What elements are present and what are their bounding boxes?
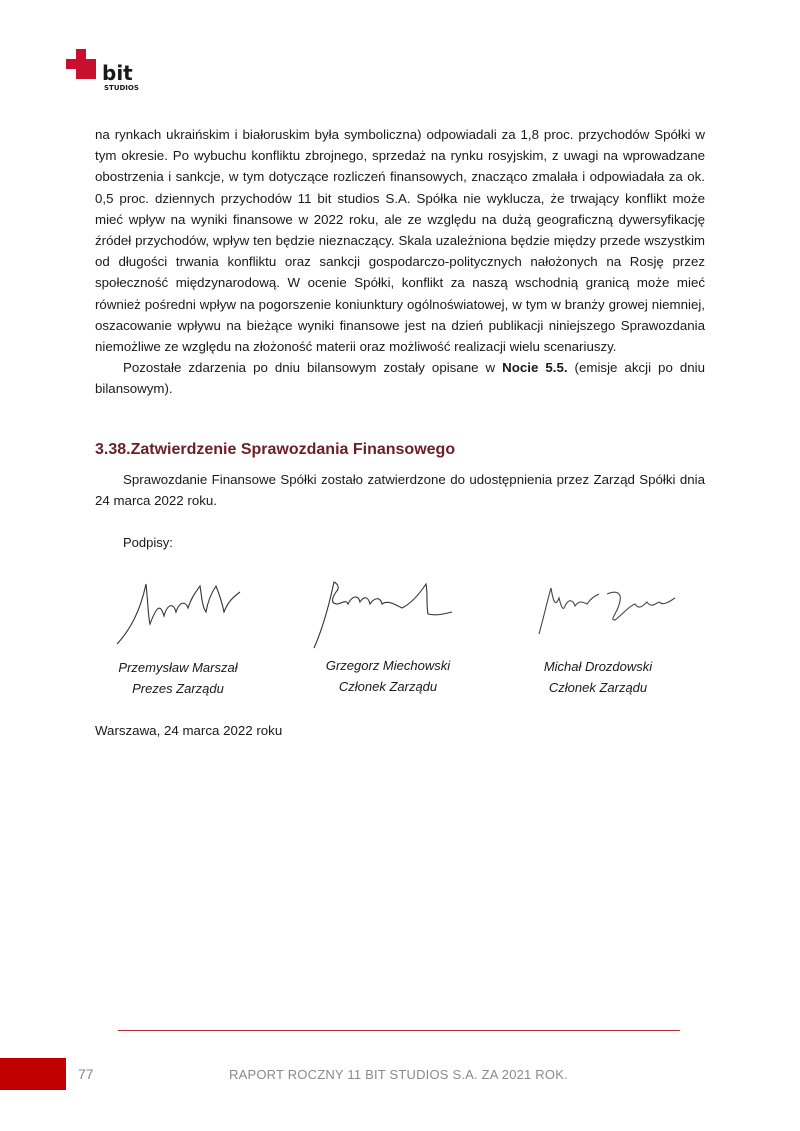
signatory-name: Michał Drozdowski bbox=[543, 659, 653, 674]
paragraph-conflict: na rynkach ukraińskim i białoruskim była symboliczna) odpowiadali za 1,8 proc. przychodów Spółki w tym okresie. Po wybuchu konfliktu zbrojnego, sprzedaż na rynku rosyjskim, z uwagi na wprowadzane obostrzenia i sankcje, w tym dotyczące rozliczeń finansowych, znacząco zmalała i odpowiadała za ok. 0,5 proc. dziennych przychodów 11 bit studios S.A. Spółka nie wyklucza, że trwający konflikt może mieć wpływ na wyniki finansowe w 2022 roku, ale ze względu na dużą geograficzną dywersyfikację źródeł przychodów, wpływ ten będzie nieznaczący. Skala uzależniona będzie między przede wszystkim od długości trwania konfliktu oraz sankcji gospodarczo-politycznych nałożonych na Rosję przez społeczność międzynarodową. W ocenie Spółki, konflikt za naszą wschodnią granicą może mieć również pośredni wpływ na pogorszenie koniunktury ogólnoświatowej, w tym w branży growej niemniej, oszacowanie wpływu na bieżące wyniki finansowe jest na dzień publikacji niniejszego Sprawozdania niemożliwe ze względu na złożoność materii oraz możliwość realizacji wielu scenariuszy. bbox=[95, 127, 705, 355]
section-heading: 3.38.Zatwierdzenie Sprawozdania Finansowego bbox=[95, 441, 456, 458]
signatory-name: Grzegorz Miechowski bbox=[325, 658, 451, 673]
note-reference: Nocie 5.5. bbox=[502, 360, 568, 376]
paragraph-events bbox=[95, 357, 705, 399]
signatures-label: Podpisy: bbox=[123, 535, 173, 550]
signature-marszal bbox=[112, 572, 247, 652]
signatory-name: Przemysław Marszał bbox=[118, 660, 238, 675]
paragraph-events-end: (emisje akcji po dniu bilansowym). bbox=[95, 360, 705, 397]
page-number: 77 bbox=[78, 1066, 94, 1082]
company-logo bbox=[66, 49, 148, 93]
body-text bbox=[95, 124, 705, 400]
signatory-role: Członek Zarządu bbox=[338, 679, 438, 694]
signatory-role: Prezes Zarządu bbox=[132, 681, 224, 696]
logo-subtext: STUDIOS bbox=[104, 84, 139, 92]
footer-report-title: RAPORT ROCZNY 11 BIT STUDIOS S.A. ZA 2021 ROK. bbox=[229, 1067, 568, 1082]
logo-text: bit bbox=[102, 61, 133, 85]
signatory-role: Członek Zarządu bbox=[548, 680, 648, 695]
signature-miechowski bbox=[310, 574, 460, 654]
signatory-2 bbox=[288, 655, 488, 697]
place-and-date: Warszawa, 24 marca 2022 roku bbox=[95, 723, 283, 738]
footer-divider bbox=[118, 1030, 680, 1031]
logo-mark-icon bbox=[66, 49, 148, 93]
signatory-1 bbox=[78, 657, 278, 699]
signature-drozdowski bbox=[533, 580, 683, 640]
approval-text: Sprawozdanie Finansowe Spółki zostało zatwierdzone do udostępnienia przez Zarząd Spółki dnia 24 marca 2022 roku. bbox=[95, 472, 705, 509]
paragraph-events-start: Pozostałe zdarzenia po dniu bilansowym zostały opisane w bbox=[123, 360, 503, 376]
signatory-3 bbox=[498, 656, 698, 698]
footer-accent-block bbox=[0, 1058, 66, 1090]
